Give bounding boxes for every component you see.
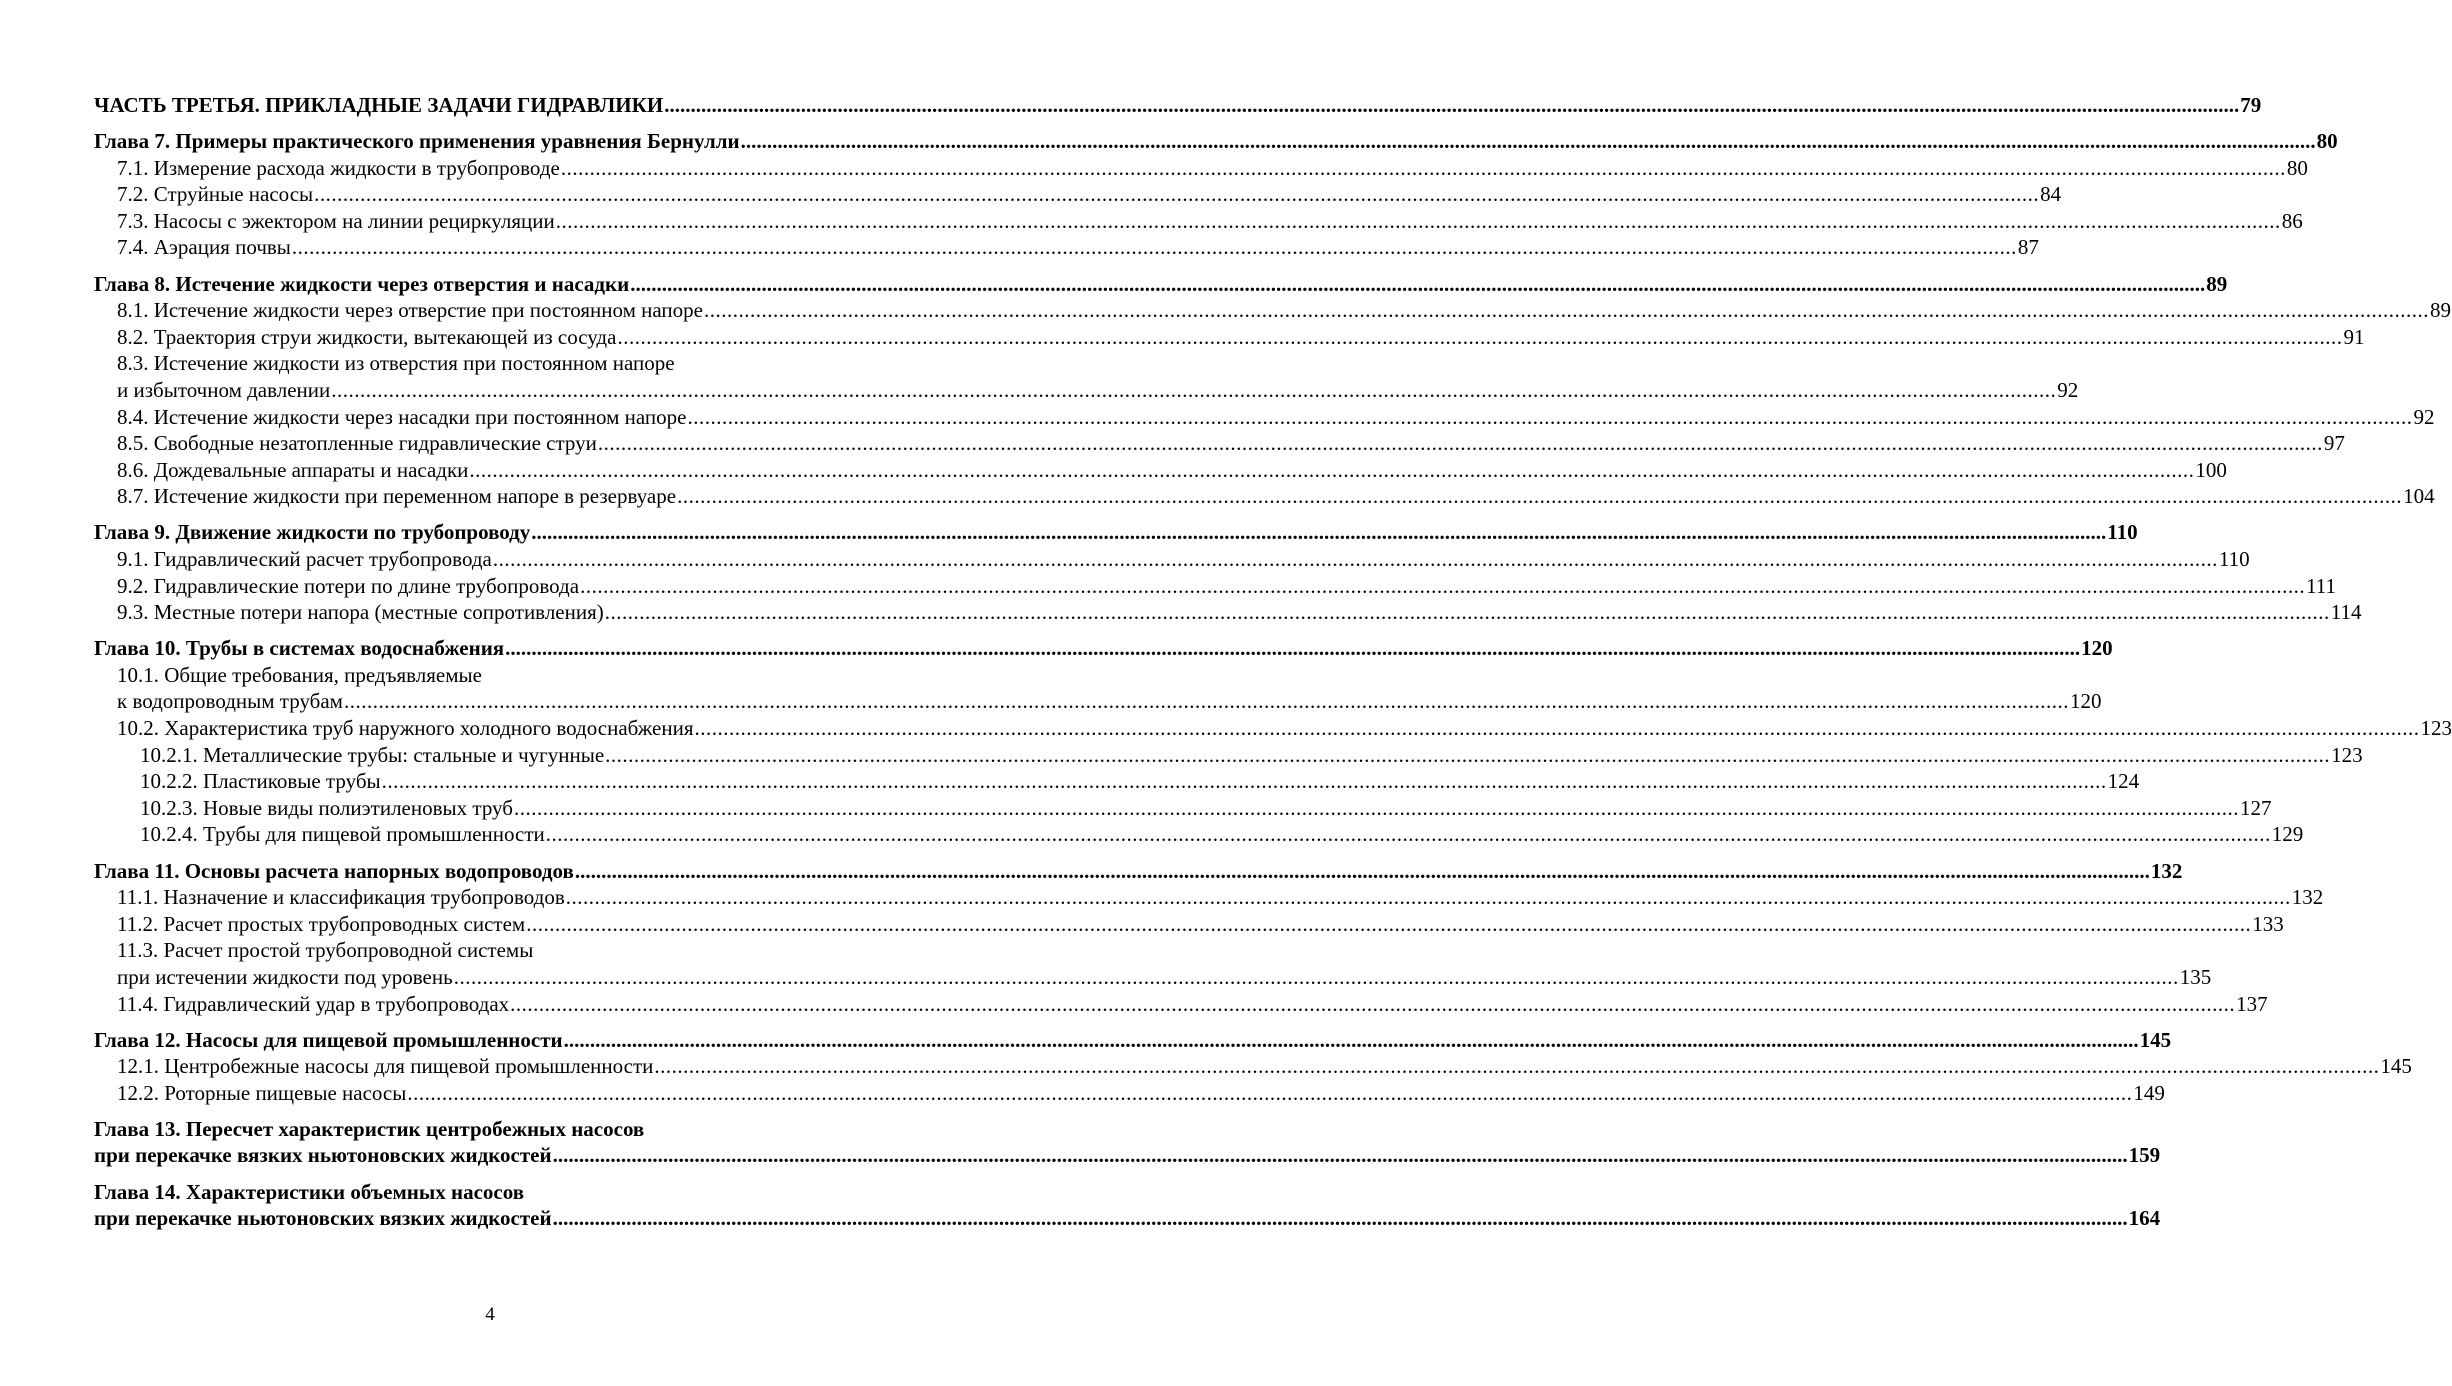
toc-page-number: 164 <box>2128 1206 2161 1231</box>
toc-entry-title: 7.1. Измерение расхода жидкости в трубопроводе <box>117 155 560 180</box>
toc-page-number: 132 <box>2291 885 2324 910</box>
toc-dot-leader: ............................................................................................................................................................................................................................................................................................................ <box>545 822 2271 847</box>
toc-chapter-entry <box>94 1179 886 1206</box>
toc-page-number: 135 <box>2179 964 2212 989</box>
toc-section-entry <box>94 715 2452 742</box>
toc-page-number: 86 <box>2281 208 2303 233</box>
toc-section-entry <box>94 884 2324 911</box>
toc-entry-title: 11.2. Расчет простых трубопроводных систем <box>117 911 526 936</box>
toc-entry-title: 8.3. Истечение жидкости из отверстия при постоянном напоре <box>117 351 675 376</box>
toc-section-entry <box>94 546 2250 573</box>
toc-chapter-entry <box>94 1142 2161 1169</box>
toc-page-number: 100 <box>2195 457 2227 482</box>
toc-section-entry <box>94 1053 2412 1080</box>
toc-entry-title: Глава 8. Истечение жидкости через отверстия и насадки <box>94 271 630 296</box>
toc-entry-title: Глава 11. Основы расчета напорных водопроводов <box>94 858 574 883</box>
toc-entry-title: 8.1. Истечение жидкости через отверстие при постоянном напоре <box>117 298 703 323</box>
toc-page-number: 89 <box>2429 298 2451 323</box>
toc-dot-leader: ............................................................................................................................................................................................................................................................................................................ <box>510 991 2236 1016</box>
toc-dot-leader: ............................................................................................................................................................................................................................................................................................................ <box>314 182 2040 207</box>
toc-dot-leader: ............................................................................................................................................................................................................................................................................................................ <box>677 484 2403 509</box>
toc-entry-title: 8.4. Истечение жидкости через насадки при постоянном напоре <box>117 404 687 429</box>
toc-dot-leader: ............................................................................................................................................................................................................................................................................................................ <box>381 769 2107 794</box>
toc-entry-title: и избыточном давлении <box>117 377 331 402</box>
toc-entry-title: 12.2. Роторные пищевые насосы <box>117 1080 407 1105</box>
toc-section-entry <box>94 324 2365 351</box>
toc-dot-leader: ............................................................................................................................................................................................................................................................................................................ <box>453 964 2179 989</box>
toc-entry-title: Глава 12. Насосы для пищевой промышленности <box>94 1027 563 1052</box>
toc-section-entry <box>94 377 2079 404</box>
toc-section-entry <box>94 662 886 689</box>
toc-page-number: 79 <box>2240 93 2262 117</box>
toc-dot-leader: ............................................................................................................................................................................................................................................................................................................ <box>560 155 2286 180</box>
toc-dot-leader: ............................................................................................................................................................................................................................................................................................................ <box>604 600 2330 625</box>
toc-dot-leader: ............................................................................................................................................................................................................................................................................................................ <box>617 324 2343 349</box>
toc-dot-leader: ............................................................................................................................................................................................................................................................................................................ <box>526 911 2252 936</box>
toc-page-number: 120 <box>2069 689 2102 714</box>
toc-entry-title: 10.2.2. Пластиковые трубы <box>140 769 381 794</box>
toc-page-number: 84 <box>2040 182 2062 207</box>
toc-dot-leader: ............................................................................................................................................................................................................................................................................................................ <box>505 636 2081 661</box>
toc-dot-leader: ............................................................................................................................................................................................................................................................................................................ <box>552 1143 2128 1168</box>
page-number: 4 <box>485 1304 495 1325</box>
toc-entry-title: 10.1. Общие требования, предъявляемые <box>117 662 482 687</box>
toc-dot-leader: ............................................................................................................................................................................................................................................................................................................ <box>331 377 2057 402</box>
toc-page-number: 87 <box>2017 235 2039 260</box>
toc-entry-title: 11.1. Назначение и классификация трубопроводов <box>117 885 565 910</box>
toc-entry-title: 8.2. Траектория струи жидкости, вытекающей из сосуда <box>117 324 617 349</box>
toc-dot-leader: ............................................................................................................................................................................................................................................................................................................ <box>574 858 2150 883</box>
toc-dot-leader: ............................................................................................................................................................................................................................................................................................................ <box>469 457 2195 482</box>
toc-entry-title: 7.4. Аэрация почвы <box>117 235 291 260</box>
toc-page-number: 120 <box>2081 636 2113 661</box>
toc-section-entry <box>94 234 2039 261</box>
toc-entry-title: Глава 14. Характеристики объемных насосов <box>94 1179 525 1204</box>
toc-dot-leader: ............................................................................................................................................................................................................................................................................................................ <box>605 742 2331 767</box>
toc-entry-title: при перекачке ньютоновских вязких жидкостей <box>94 1206 552 1231</box>
toc-section-entry <box>94 297 2451 324</box>
table-of-contents <box>94 92 2452 1232</box>
toc-page-number: 104 <box>2403 484 2435 509</box>
toc-section-entry <box>94 208 2303 235</box>
toc-dot-leader: ............................................................................................................................................................................................................................................................................................................ <box>654 1054 2380 1079</box>
toc-section-entry <box>94 457 2227 484</box>
toc-entry-title: 8.6. Дождевальные аппараты и насадки <box>117 457 469 482</box>
toc-chapter-entry <box>94 858 2183 885</box>
toc-section-entry <box>94 795 2272 822</box>
toc-chapter-entry <box>94 1205 2161 1232</box>
toc-entry-title: 8.7. Истечение жидкости при переменном напоре в резервуаре <box>117 484 677 509</box>
toc-page-number: 110 <box>2218 547 2250 571</box>
toc-dot-leader: ............................................................................................................................................................................................................................................................................................................ <box>563 1027 2139 1052</box>
toc-entry-title: 9.2. Гидравлические потери по длине трубопровода <box>117 573 580 598</box>
toc-section-entry <box>94 964 2212 991</box>
toc-dot-leader: ............................................................................................................................................................................................................................................................................................................ <box>531 520 2107 545</box>
toc-dot-leader: ............................................................................................................................................................................................................................................................................................................ <box>407 1080 2133 1105</box>
toc-entry-title: 8.5. Свободные незатопленные гидравлические струи <box>117 431 597 456</box>
toc-page-number: 133 <box>2252 911 2284 936</box>
toc-dot-leader: ............................................................................................................................................................................................................................................................................................................ <box>694 716 2420 741</box>
toc-dot-leader: ............................................................................................................................................................................................................................................................................................................ <box>291 235 2017 260</box>
toc-section-entry <box>94 155 2308 182</box>
toc-page-number: 92 <box>2057 377 2079 402</box>
toc-section-entry <box>94 1080 2165 1107</box>
toc-page-number: 91 <box>2343 324 2365 349</box>
toc-chapter-entry <box>94 271 2228 298</box>
toc-section-entry <box>94 483 2435 510</box>
toc-page-number: 145 <box>2139 1027 2172 1052</box>
toc-entry-title: Глава 10. Трубы в системах водоснабжения <box>94 636 505 661</box>
toc-entry-title: 10.2.1. Металлические трубы: стальные и чугунные <box>140 742 605 767</box>
toc-entry-title: Глава 9. Движение жидкости по трубопроводу <box>94 520 531 545</box>
toc-dot-leader: ............................................................................................................................................................................................................................................................................................................ <box>492 547 2218 571</box>
toc-section-entry <box>94 911 2284 938</box>
toc-section-entry <box>94 688 2102 715</box>
toc-entry-title: Глава 13. Пересчет характеристик центробежных насосов <box>94 1116 645 1141</box>
toc-chapter-entry <box>94 635 2113 662</box>
toc-section-entry <box>94 181 2062 208</box>
toc-section-entry <box>94 768 2140 795</box>
toc-chapter-entry <box>94 92 2262 119</box>
toc-page-number: 92 <box>2413 404 2435 429</box>
toc-page-number: 97 <box>2323 431 2345 456</box>
toc-dot-leader: ............................................................................................................................................................................................................................................................................................................ <box>555 208 2281 233</box>
toc-chapter-entry <box>94 1116 886 1143</box>
toc-page-number: 137 <box>2236 991 2268 1016</box>
toc-page-number: 124 <box>2107 769 2140 794</box>
toc-dot-leader: ............................................................................................................................................................................................................................................................................................................ <box>740 129 2316 154</box>
toc-section-entry <box>94 573 2337 600</box>
toc-page-number: 110 <box>2107 520 2138 545</box>
toc-page-number: 159 <box>2128 1143 2161 1168</box>
toc-entry-title: 9.1. Гидравлический расчет трубопровода <box>117 547 492 571</box>
toc-section-entry <box>94 821 2304 848</box>
toc-dot-leader: ............................................................................................................................................................................................................................................................................................................ <box>513 795 2239 820</box>
toc-page-number: 123 <box>2420 716 2452 741</box>
toc-section-entry <box>94 991 2268 1018</box>
toc-page-number: 80 <box>2316 129 2338 154</box>
toc-dot-leader: ............................................................................................................................................................................................................................................................................................................ <box>630 271 2206 296</box>
toc-dot-leader: ............................................................................................................................................................................................................................................................................................................ <box>552 1206 2128 1231</box>
toc-page-number: 111 <box>2306 573 2337 598</box>
toc-chapter-entry <box>94 519 2138 546</box>
toc-page-number: 129 <box>2271 822 2304 847</box>
toc-dot-leader: ............................................................................................................................................................................................................................................................................................................ <box>687 404 2413 429</box>
toc-entry-title: 10.2. Характеристика труб наружного холодного водоснабжения <box>117 716 694 741</box>
toc-section-entry <box>94 937 886 964</box>
toc-page-number: 80 <box>2286 155 2308 180</box>
toc-entry-title: к водопроводным трубам <box>117 689 343 714</box>
toc-dot-leader: ............................................................................................................................................................................................................................................................................................................ <box>703 298 2429 323</box>
toc-page-number: 145 <box>2380 1054 2412 1079</box>
toc-dot-leader: ............................................................................................................................................................................................................................................................................................................ <box>664 93 2240 117</box>
toc-page-number: 149 <box>2133 1080 2165 1105</box>
toc-dot-leader: ............................................................................................................................................................................................................................................................................................................ <box>343 689 2069 714</box>
toc-page-number: 114 <box>2330 600 2362 625</box>
toc-entry-title: 7.2. Струйные насосы <box>117 182 314 207</box>
toc-dot-leader: ............................................................................................................................................................................................................................................................................................................ <box>597 431 2323 456</box>
toc-page-number: 123 <box>2331 742 2363 767</box>
toc-section-entry <box>94 404 2435 431</box>
toc-section-entry <box>94 430 2345 457</box>
toc-entry-title: 9.3. Местные потери напора (местные сопротивления) <box>117 600 604 625</box>
toc-page-number: 132 <box>2150 858 2183 883</box>
toc-chapter-entry <box>94 1027 2172 1054</box>
toc-dot-leader: ............................................................................................................................................................................................................................................................................................................ <box>565 885 2291 910</box>
toc-section-entry <box>94 350 886 377</box>
toc-entry-title: ЧАСТЬ ТРЕТЬЯ. ПРИКЛАДНЫЕ ЗАДАЧИ ГИДРАВЛИКИ <box>94 93 664 117</box>
toc-entry-title: 10.2.4. Трубы для пищевой промышленности <box>140 822 545 847</box>
toc-section-entry <box>94 599 2362 626</box>
toc-entry-title: при истечении жидкости под уровень <box>117 964 453 989</box>
toc-section-entry <box>94 742 2363 769</box>
toc-entry-title: 11.3. Расчет простой трубопроводной системы <box>117 938 534 963</box>
toc-entry-title: при перекачке вязких ньютоновских жидкостей <box>94 1143 552 1168</box>
toc-chapter-entry <box>94 128 2338 155</box>
toc-entry-title: 7.3. Насосы с эжектором на линии рециркуляции <box>117 208 555 233</box>
toc-entry-title: 12.1. Центробежные насосы для пищевой промышленности <box>117 1054 654 1079</box>
toc-dot-leader: ............................................................................................................................................................................................................................................................................................................ <box>580 573 2306 598</box>
toc-page-number: 89 <box>2206 271 2228 296</box>
toc-entry-title: 11.4. Гидравлический удар в трубопроводах <box>117 991 510 1016</box>
toc-entry-title: Глава 7. Примеры практического применения уравнения Бернулли <box>94 129 740 154</box>
toc-page-number: 127 <box>2239 795 2272 820</box>
toc-entry-title: 10.2.3. Новые виды полиэтиленовых труб <box>140 795 513 820</box>
